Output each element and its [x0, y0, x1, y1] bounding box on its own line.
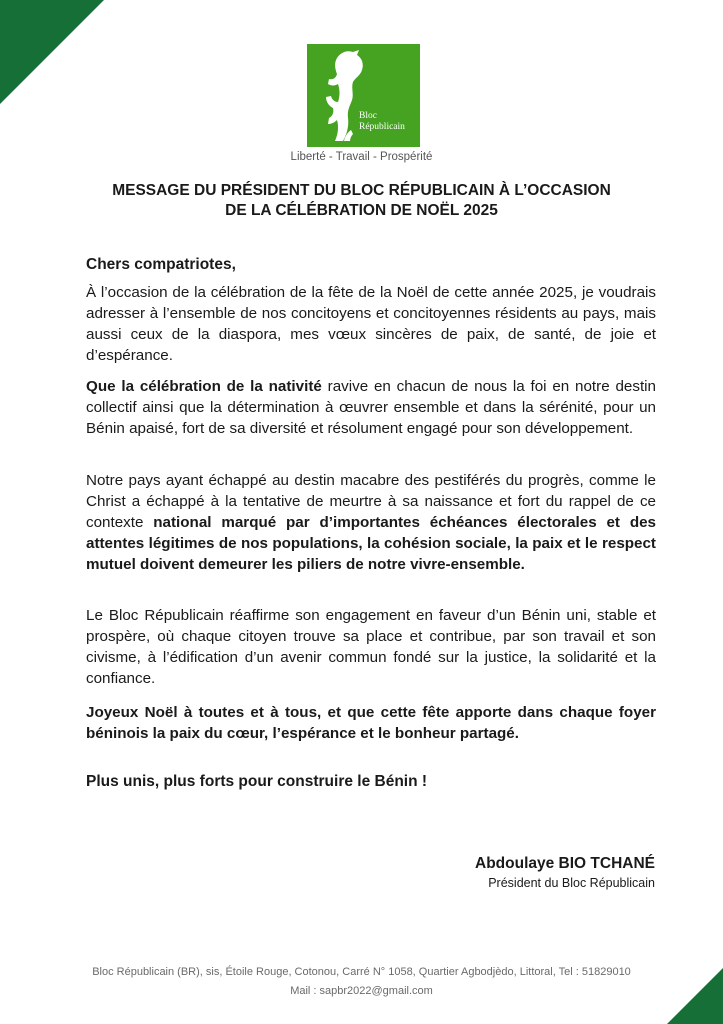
footer-address: Bloc Républicain (BR), sis, Étoile Rouge, Cotonou, Carré N° 1058, Quartier Agbodjèdo, Littoral, Tel : 51829010	[92, 966, 631, 978]
corner-decoration-top-left	[0, 0, 104, 104]
paragraph-3-bold: national marqué par d’importantes échéances électorales et des attentes légitimes de nos populations, la cohésion sociale, la paix et le respect mutuel doivent demeurer les piliers de notre vivre-ensemble.	[86, 514, 657, 573]
logo-text	[359, 111, 405, 133]
paragraph-3	[86, 470, 656, 575]
tagline: Liberté - Travail - Prospérité	[290, 151, 433, 163]
signature-name: Abdoulaye BIO TCHANÉ	[475, 855, 655, 872]
logo-line-2: Républicain	[359, 122, 405, 132]
paragraph-1: À l’occasion de la célébration de la fête de la Noël de cette année 2025, je voudrais adresser à l’ensemble de nos concitoyens et concitoyennes résidents au pays, mais aussi ceux de la diaspora, mes vœux sincères de paix, de santé, de joie et d’espérance.	[86, 284, 656, 364]
paragraph-4: Le Bloc Républicain réaffirme son engagement en faveur d’un Bénin uni, stable et prospère, où chaque citoyen trouve sa place et contribue, par son travail et son civisme, à l’édification d’un avenir commun fondé sur la justice, la solidarité et la confiance.	[86, 607, 656, 687]
footer-mail: Mail : sapbr2022@gmail.com	[290, 985, 433, 997]
signature-role: Président du Bloc Républicain	[488, 876, 655, 890]
paragraph-3-regular: Notre pays ayant échappé au destin macabre des pestiférés du progrès, comme le Christ a échappé à la tentative de meurtre à sa naissance et fort du rappel de ce contexte	[86, 472, 656, 531]
paragraph-2	[86, 376, 656, 439]
paragraph-2-rest: ravive en chacun de nous la foi en notre destin collectif ainsi que la détermination à œuvrer ensemble et dans la sérénité, pour un Bénin apaisé, fort de sa diversité et résolument engagé pour son développement.	[86, 378, 656, 437]
bloc-republicain-logo	[307, 44, 420, 147]
paragraph-5: Joyeux Noël à toutes et à tous, et que cette fête apporte dans chaque foyer béninois la paix du cœur, l’espérance et le bonheur partagé.	[86, 704, 656, 742]
title-line-1: MESSAGE DU PRÉSIDENT DU BLOC RÉPUBLICAIN À L’OCCASION	[112, 182, 611, 199]
closing-line: Plus unis, plus forts pour construire le Bénin !	[86, 773, 428, 790]
title-line-2: DE LA CÉLÉBRATION DE NOËL 2025	[225, 202, 498, 219]
salutation: Chers compatriotes,	[86, 256, 236, 273]
logo-line-1: Bloc	[359, 111, 377, 121]
paragraph-2-bold: Que la célébration de la nativité	[86, 378, 322, 395]
document-title	[60, 181, 663, 221]
